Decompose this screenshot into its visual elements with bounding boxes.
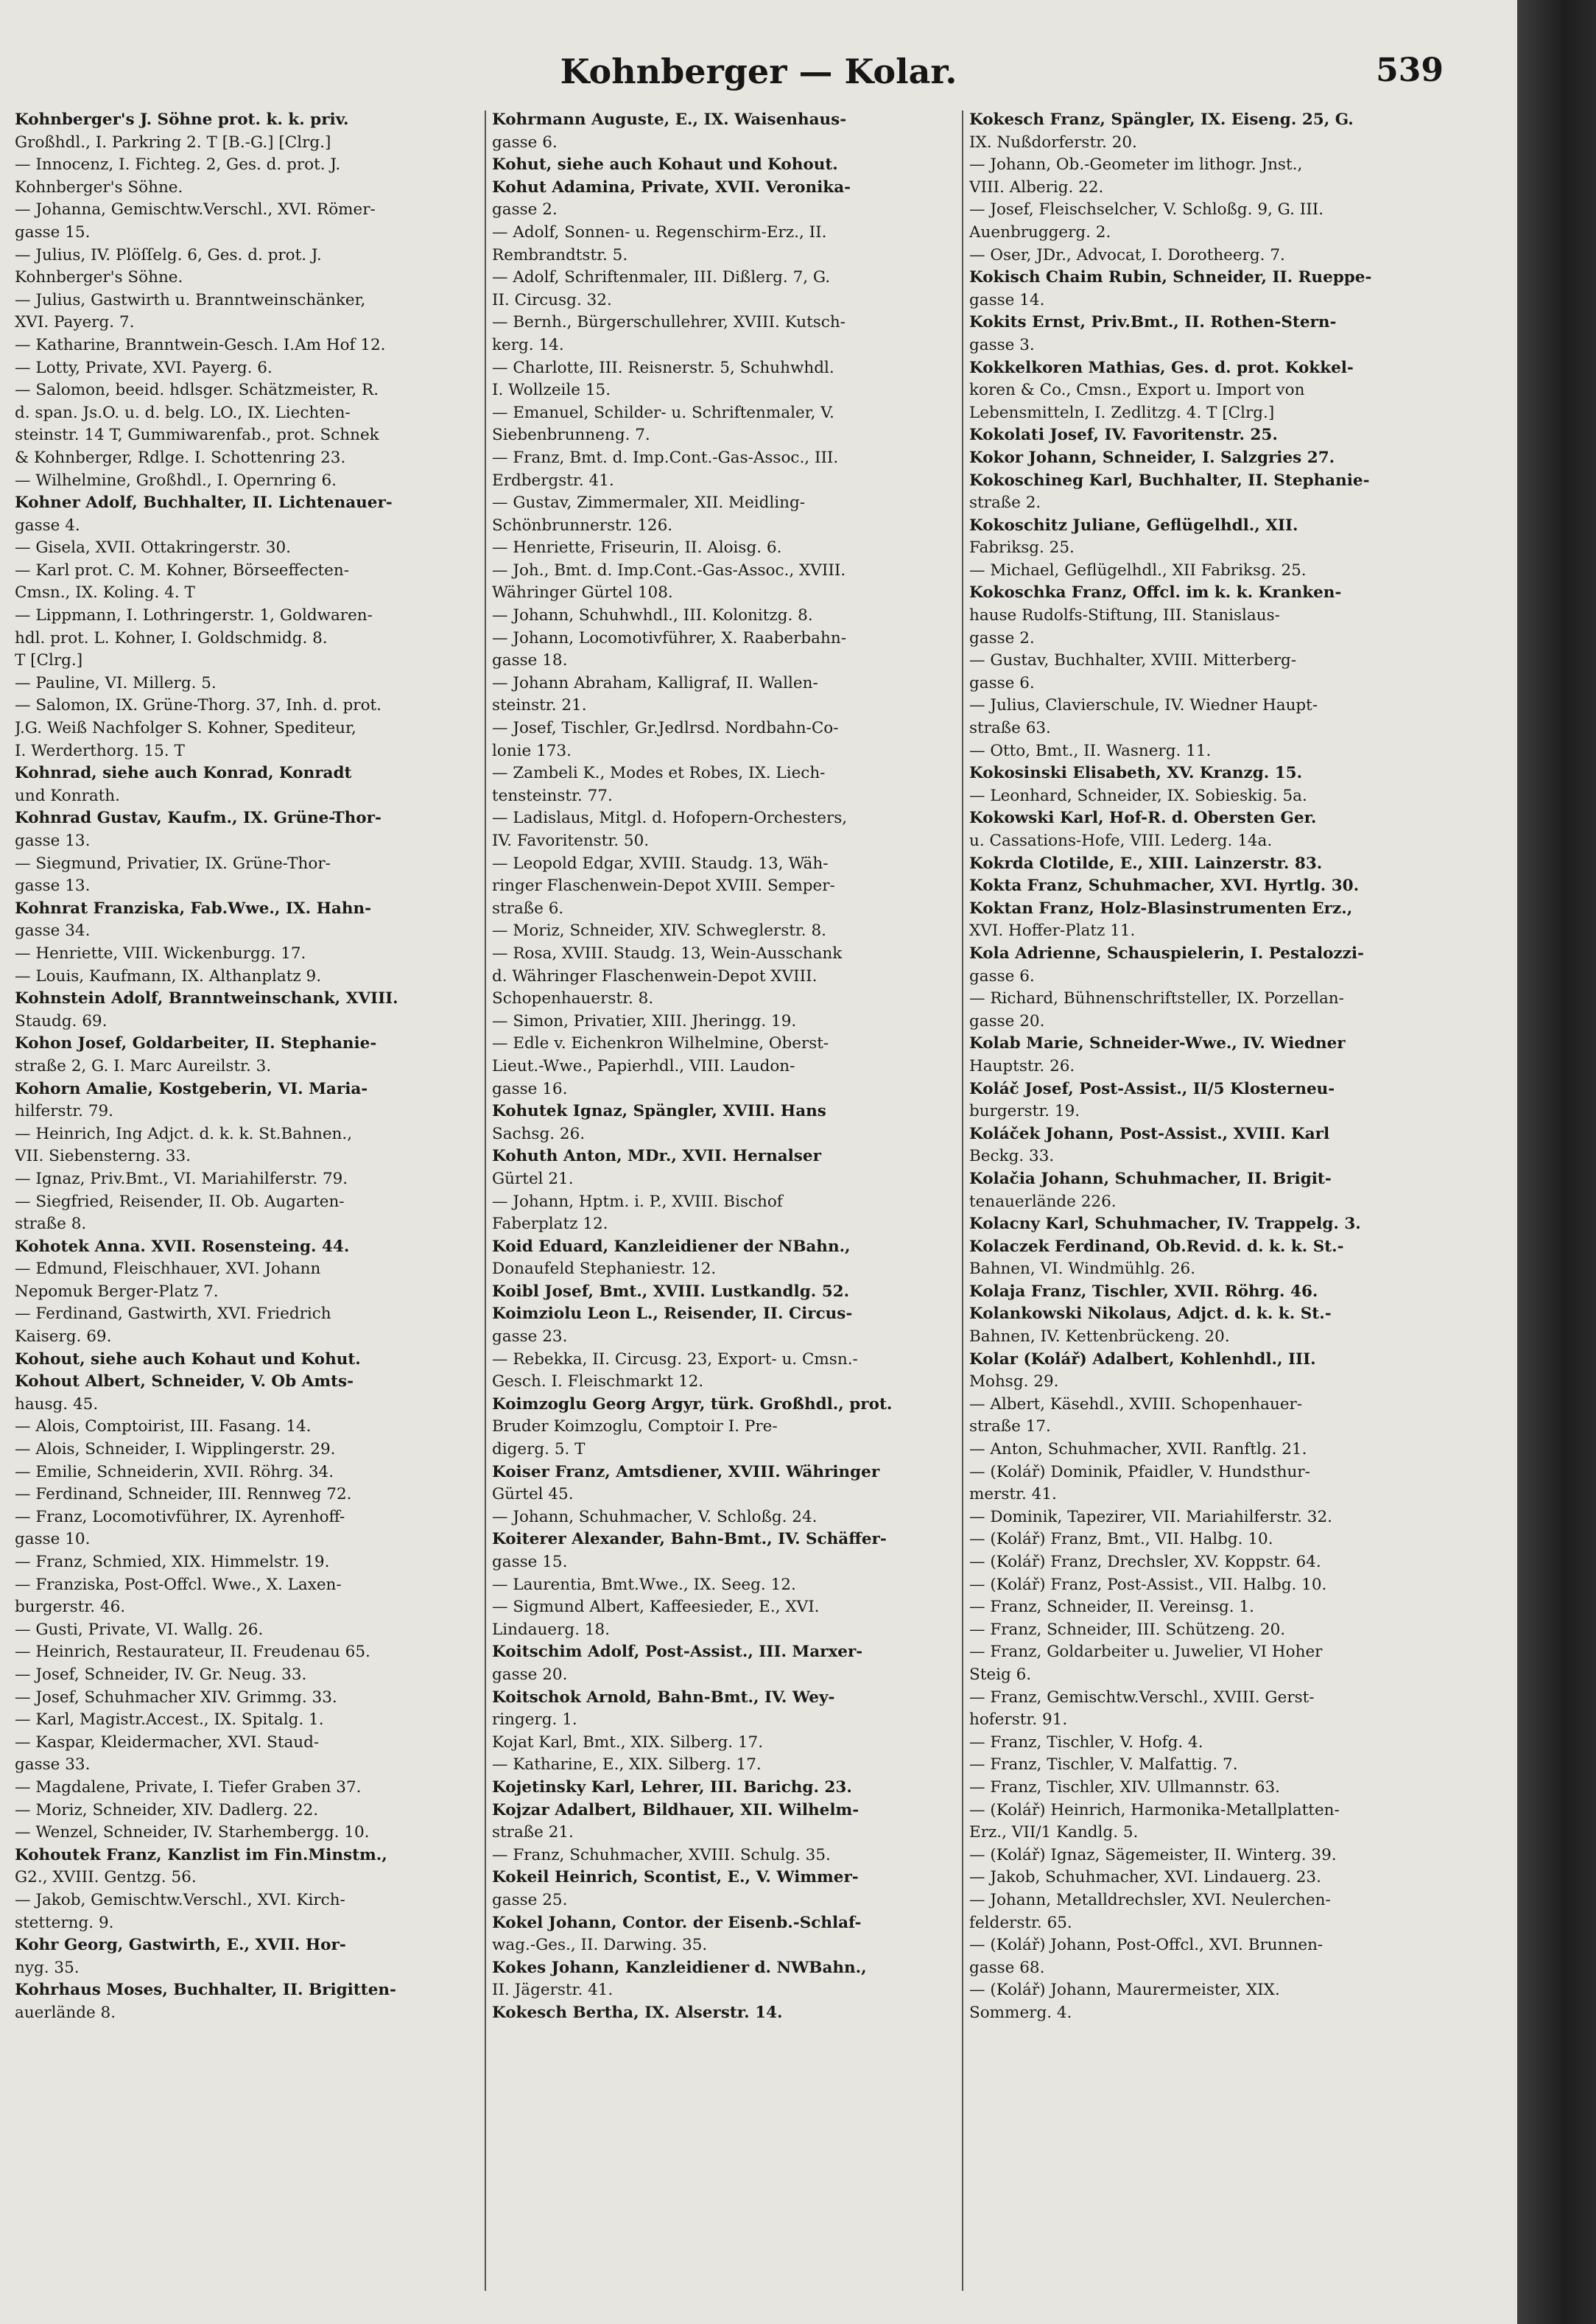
directory-entry-line: Kohout, siehe auch Kohaut und Kohut.	[15, 1349, 361, 1369]
directory-entry-line: — Siegmund, Privatier, IX. Grüne-Thor-	[15, 854, 331, 873]
directory-entry-line: Kokes Johann, Kanzleidiener d. NWBahn.,	[492, 1958, 867, 1977]
directory-entry-line: Koid Eduard, Kanzleidiener der NBahn.,	[492, 1237, 851, 1256]
directory-entry-line: Kohnstein Adolf, Branntweinschank, XVIII.	[15, 989, 398, 1008]
directory-entry-line: Gürtel 45.	[492, 1485, 574, 1504]
directory-entry-line: Fabriksg. 25.	[969, 538, 1075, 558]
directory-entry-line: Kokolati Josef, IV. Favoritenstr. 25.	[969, 426, 1278, 445]
directory-entry-line: — Bernh., Bürgerschullehrer, XVIII. Kutsch-	[492, 313, 846, 332]
directory-entry-line: Bruder Koimzoglu, Comptoir I. Pre-	[492, 1417, 778, 1436]
directory-entry-line: — Katharine, Branntwein-Gesch. I.Am Hof 12.	[15, 335, 386, 354]
directory-entry-line: Cmsn., IX. Koling. 4. T	[15, 583, 195, 603]
directory-entry-line: Kolaczek Ferdinand, Ob.Revid. d. k. k. St.-	[969, 1237, 1344, 1256]
directory-entry-line: Kolab Marie, Schneider-Wwe., IV. Wiedner	[969, 1034, 1346, 1053]
directory-entry-line: — Innocenz, I. Fichteg. 2, Ges. d. prot. J.	[15, 155, 341, 175]
column-middle	[492, 109, 953, 2304]
directory-entry-line: gasse 6.	[492, 133, 558, 152]
directory-entry-line: Koibl Josef, Bmt., XVIII. Lustkandlg. 52.	[492, 1282, 850, 1301]
directory-entry-line: und Konrath.	[15, 786, 120, 805]
directory-entry-line: Kola Adrienne, Schauspielerin, I. Pestalozzi-	[969, 944, 1364, 963]
directory-entry-line: gasse 13.	[15, 877, 91, 896]
directory-entry-line: straße 6.	[492, 899, 564, 918]
directory-entry-line: — Franz, Bmt. d. Imp.Cont.-Gas-Assoc., III.	[492, 448, 839, 467]
directory-entry-line: Gesch. I. Fleischmarkt 12.	[492, 1372, 704, 1391]
directory-entry-line: nyg. 35.	[15, 1958, 80, 1977]
directory-entry-line: — Richard, Bühnenschriftsteller, IX. Porzellan-	[969, 989, 1344, 1008]
directory-entry-line: II. Circusg. 32.	[492, 290, 612, 309]
directory-entry-line: digerg. 5. T	[492, 1440, 586, 1459]
directory-entry-line: — (Kolář) Johann, Post-Offcl., XVI. Brunnen-	[969, 1936, 1323, 1955]
directory-entry-line: burgerstr. 46.	[15, 1598, 126, 1617]
directory-entry-line: — Ignaz, Priv.Bmt., VI. Mariahilferstr. 79.	[15, 1169, 348, 1188]
directory-entry-line: Kohnberger's Söhne.	[15, 178, 183, 197]
directory-entry-line: Kohnrat Franziska, Fab.Wwe., IX. Hahn-	[15, 899, 372, 918]
directory-entry-line: — Leopold Edgar, XVIII. Staudg. 13, Wäh-	[492, 854, 829, 873]
directory-entry-line: Kolar (Kolář) Adalbert, Kohlenhdl., III.	[969, 1349, 1316, 1369]
directory-entry-line: — Franziska, Post-Offcl. Wwe., X. Laxen-	[15, 1575, 342, 1594]
directory-entry-line: gasse 20.	[969, 1011, 1045, 1031]
directory-entry-line: gasse 25.	[492, 1890, 568, 1909]
directory-entry-line: VIII. Alberig. 22.	[969, 178, 1104, 197]
directory-entry-line: — Heinrich, Restaurateur, II. Freudenau 65.	[15, 1643, 370, 1662]
directory-entry-line: lonie 173.	[492, 741, 572, 760]
directory-entry-line: d. span. Js.O. u. d. belg. LO., IX. Liechten-	[15, 403, 351, 422]
directory-entry-line: — Zambeli K., Modes et Robes, IX. Liech-	[492, 764, 826, 783]
directory-entry-line: Kohuth Anton, MDr., XVII. Hernalser	[492, 1147, 821, 1166]
directory-entry-line: — Josef, Tischler, Gr.Jedlrsd. Nordbahn-Co-	[492, 719, 839, 738]
directory-entry-line: Kohrmann Auguste, E., IX. Waisenhaus-	[492, 110, 847, 129]
directory-entry-line: VII. Siebensterng. 33.	[15, 1147, 191, 1166]
directory-entry-line: Kokosinski Elisabeth, XV. Kranzg. 15.	[969, 764, 1303, 783]
directory-entry-line: — Laurentia, Bmt.Wwe., IX. Seeg. 12.	[492, 1575, 796, 1594]
directory-entry-line: Kohout Albert, Schneider, V. Ob Amts-	[15, 1372, 354, 1391]
directory-entry-line: gasse 16.	[492, 1079, 568, 1098]
directory-entry-line: Koktan Franz, Holz-Blasinstrumenten Erz.,	[969, 899, 1353, 918]
directory-entry-line: gasse 4.	[15, 516, 80, 535]
directory-entry-line: Koimzoglu Georg Argyr, türk. Großhdl., prot.	[492, 1394, 893, 1414]
directory-entry-line: gasse 15.	[492, 1553, 568, 1571]
directory-entry-line: Kolacny Karl, Schuhmacher, IV. Trappelg. 3.	[969, 1215, 1361, 1234]
directory-entry-line: — Salomon, beeid. hdlsger. Schätzmeister, R.	[15, 381, 379, 400]
directory-entry-line: gasse 14.	[969, 290, 1045, 309]
directory-entry-line: — (Kolář) Franz, Post-Assist., VII. Halbg. 10.	[969, 1575, 1327, 1594]
directory-entry-line: Beckg. 33.	[969, 1147, 1055, 1166]
directory-entry-line: Bahnen, IV. Kettenbrückeng. 20.	[969, 1327, 1230, 1347]
directory-entry-line: — Lotty, Private, XVI. Payerg. 6.	[15, 358, 273, 377]
directory-entry-line: — Franz, Tischler, V. Hofg. 4.	[969, 1733, 1203, 1752]
directory-entry-line: steinstr. 21.	[492, 696, 587, 715]
directory-entry-line: straße 2, G. I. Marc Aureilstr. 3.	[15, 1056, 272, 1075]
directory-entry-line: IX. Nußdorferstr. 20.	[969, 133, 1137, 152]
directory-entry-line: — Edle v. Eichenkron Wilhelmine, Oberst-	[492, 1034, 829, 1053]
directory-entry-line: — Kaspar, Kleidermacher, XVI. Staud-	[15, 1733, 320, 1752]
directory-entry-line: — Gustav, Buchhalter, XVIII. Mitterberg-	[969, 651, 1297, 670]
directory-entry-line: Kaiserg. 69.	[15, 1327, 112, 1347]
directory-entry-line: XVI. Payerg. 7.	[15, 313, 135, 332]
directory-entry-line: — Charlotte, III. Reisnerstr. 5, Schuhwhdl.	[492, 358, 834, 377]
directory-entry-line: Kokrda Clotilde, E., XIII. Lainzerstr. 83.	[969, 854, 1323, 873]
directory-entry-line: — Otto, Bmt., II. Wasnerg. 11.	[969, 741, 1212, 760]
directory-entry-line: Kokor Johann, Schneider, I. Salzgries 27.	[969, 448, 1335, 467]
directory-entry-line: — Franz, Locomotivführer, IX. Ayrenhoff-	[15, 1507, 345, 1526]
directory-entry-line: Kohut Adamina, Private, XVII. Veronika-	[492, 178, 851, 197]
directory-entry-line: Großhdl., I. Parkring 2. T [B.-G.] [Clrg.]	[15, 133, 331, 152]
directory-entry-line: — Franz, Schneider, III. Schützeng. 20.	[969, 1620, 1286, 1639]
directory-entry-line: Mohsg. 29.	[969, 1372, 1059, 1391]
directory-entry-line: hoferstr. 91.	[969, 1710, 1068, 1730]
directory-entry-line: — (Kolář) Dominik, Pfaidler, V. Hundsthur-	[969, 1462, 1310, 1481]
directory-entry-line: — Rosa, XVIII. Staudg. 13, Wein-Ausschank	[492, 944, 843, 963]
directory-entry-line: — (Kolář) Heinrich, Harmonika-Metallplatten-	[969, 1800, 1340, 1819]
directory-entry-line: gasse 15.	[15, 222, 91, 242]
directory-entry-line: — Karl prot. C. M. Kohner, Börseeffecten-	[15, 561, 349, 580]
directory-entry-line: — Karl, Magistr.Accest., IX. Spitalg. 1.	[15, 1710, 324, 1730]
directory-entry-line: Kohnberger's Söhne.	[15, 268, 183, 287]
directory-entry-line: — (Kolář) Ignaz, Sägemeister, II. Winterg. 39.	[969, 1845, 1337, 1864]
directory-entry-line: gasse 2.	[492, 200, 558, 220]
directory-entry-line: gasse 34.	[15, 921, 91, 941]
directory-entry-line: — Adolf, Schriftenmaler, III. Dißlerg. 7, G.	[492, 268, 831, 287]
directory-entry-line: Kohotek Anna. XVII. Rosensteing. 44.	[15, 1237, 350, 1256]
directory-entry-line: Kohr Georg, Gastwirth, E., XVII. Hor-	[15, 1936, 346, 1955]
directory-entry-line: hause Rudolfs-Stiftung, III. Stanislaus-	[969, 606, 1280, 625]
directory-entry-line: d. Währinger Flaschenwein-Depot XVIII.	[492, 966, 818, 986]
directory-entry-line: Nepomuk Berger-Platz 7.	[15, 1282, 219, 1301]
directory-entry-line: gasse 23.	[492, 1327, 568, 1347]
directory-entry-line: Kokel Johann, Contor. der Eisenb.-Schlaf-	[492, 1913, 862, 1932]
directory-entry-line: Erdbergstr. 41.	[492, 471, 614, 490]
directory-entry-line: Kohnberger's J. Söhne prot. k. k. priv.	[15, 110, 349, 129]
directory-entry-line: Koitschok Arnold, Bahn-Bmt., IV. Wey-	[492, 1688, 835, 1707]
directory-entry-line: — Ferdinand, Gastwirth, XVI. Friedrich	[15, 1305, 331, 1324]
directory-entry-line: — Henriette, Friseurin, II. Aloisg. 6.	[492, 538, 782, 558]
directory-entry-line: — Jakob, Gemischtw.Verschl., XVI. Kirch-	[15, 1890, 345, 1909]
directory-entry-line: — Julius, Clavierschule, IV. Wiedner Haupt-	[969, 696, 1318, 715]
directory-entry-line: Kolankowski Nikolaus, Adjct. d. k. k. St.-	[969, 1305, 1332, 1324]
directory-entry-line: — Jakob, Schuhmacher, XVI. Lindauerg. 23.	[969, 1868, 1321, 1887]
directory-entry-line: — Anton, Schuhmacher, XVII. Ranftlg. 21.	[969, 1440, 1307, 1459]
directory-entry-line: Koláček Johann, Post-Assist., XVIII. Karl	[969, 1124, 1330, 1143]
directory-entry-line: Koimziolu Leon L., Reisender, II. Circus-	[492, 1305, 853, 1324]
directory-entry-line: Kohorn Amalie, Kostgeberin, VI. Maria-	[15, 1079, 368, 1098]
directory-entry-line: — Lippmann, I. Lothringerstr. 1, Goldwaren-	[15, 606, 373, 625]
directory-entry-line: — Johann Abraham, Kalligraf, II. Wallen-	[492, 673, 818, 692]
directory-entry-line: Siebenbrunneng. 7.	[492, 426, 650, 445]
directory-entry-line: hausg. 45.	[15, 1394, 99, 1414]
directory-entry-line: — Henriette, VIII. Wickenburgg. 17.	[15, 944, 306, 963]
directory-entry-line: Lebensmitteln, I. Zedlitzg. 4. T [Clrg.]	[969, 403, 1275, 422]
directory-entry-line: — Johann, Schuhwhdl., III. Kolonitzg. 8.	[492, 606, 813, 625]
directory-entry-line: — Gusti, Private, VI. Wallg. 26.	[15, 1620, 264, 1639]
directory-entry-line: — Adolf, Sonnen- u. Regenschirm-Erz., II.	[492, 222, 827, 242]
directory-entry-line: — Moriz, Schneider, XIV. Schweglerstr. 8.	[492, 921, 826, 941]
directory-entry-line: — Joh., Bmt. d. Imp.Cont.-Gas-Assoc., XVIII.	[492, 561, 846, 580]
directory-entry-line: Koláč Josef, Post-Assist., II/5 Klosterneu-	[969, 1079, 1335, 1098]
page-number: 539	[1376, 52, 1444, 89]
directory-entry-line: Kokesch Franz, Spängler, IX. Eiseng. 25, G.	[969, 110, 1354, 129]
column-divider	[485, 110, 486, 2291]
directory-entry-line: merstr. 41.	[969, 1485, 1057, 1504]
directory-entry-line: I. Werderthorg. 15. T	[15, 741, 185, 760]
directory-entry-line: — Albert, Käsehdl., XVIII. Schopenhauer-	[969, 1394, 1303, 1414]
directory-entry-line: wag.-Ges., II. Darwing. 35.	[492, 1936, 708, 1955]
directory-entry-line: — Franz, Tischler, V. Malfattig. 7.	[969, 1755, 1238, 1774]
directory-entry-line: gasse 3.	[969, 335, 1035, 354]
directory-entry-line: — (Kolář) Franz, Drechsler, XV. Koppstr. 64.	[969, 1553, 1321, 1571]
directory-entry-line: Staudg. 69.	[15, 1011, 108, 1031]
directory-entry-line: — Wenzel, Schneider, IV. Starhembergg. 10.	[15, 1823, 370, 1842]
directory-entry-line: — (Kolář) Johann, Maurermeister, XIX.	[969, 1981, 1280, 2000]
directory-entry-line: hdl. prot. L. Kohner, I. Goldschmidg. 8.	[15, 628, 328, 647]
directory-entry-line: — Josef, Fleischselcher, V. Schloßg. 9, G. III.	[969, 200, 1324, 220]
directory-entry-line: — Edmund, Fleischhauer, XVI. Johann	[15, 1260, 321, 1279]
directory-entry-line: Auenbruggerg. 2.	[969, 222, 1111, 242]
directory-entry-line: — Josef, Schneider, IV. Gr. Neug. 33.	[15, 1665, 307, 1684]
directory-entry-line: hilferstr. 79.	[15, 1102, 114, 1121]
directory-entry-line: gasse 20.	[492, 1665, 568, 1684]
directory-entry-line: auerlände 8.	[15, 2003, 116, 2022]
directory-entry-line: — Simon, Privatier, XIII. Jheringg. 19.	[492, 1011, 797, 1031]
directory-entry-line: — Moriz, Schneider, XIV. Dadlerg. 22.	[15, 1800, 319, 1819]
column-divider	[962, 110, 963, 2291]
directory-entry-line: gasse 6.	[969, 673, 1035, 692]
directory-entry-line: — Franz, Schuhmacher, XVIII. Schulg. 35.	[492, 1845, 831, 1864]
directory-entry-line: — Emilie, Schneiderin, XVII. Röhrg. 34.	[15, 1462, 334, 1481]
directory-entry-line: Kojzar Adalbert, Bildhauer, XII. Wilhelm-	[492, 1800, 859, 1819]
directory-entry-line: — Leonhard, Schneider, IX. Sobieskig. 5a.	[969, 786, 1307, 805]
directory-entry-line: — Sigmund Albert, Kaffeesieder, E., XVI.	[492, 1598, 820, 1617]
directory-entry-line: Hauptstr. 26.	[969, 1056, 1075, 1075]
directory-entry-line: Kohut, siehe auch Kohaut und Kohout.	[492, 155, 838, 175]
directory-entry-line: — Salomon, IX. Grüne-Thorg. 37, Inh. d. prot.	[15, 696, 382, 715]
directory-entry-line: — Johann, Hptm. i. P., XVIII. Bischof	[492, 1192, 783, 1211]
directory-entry-line: gasse 18.	[492, 651, 568, 670]
directory-entry-line: Kokoschka Franz, Offcl. im k. k. Kranken-	[969, 583, 1342, 603]
directory-entry-line: gasse 6.	[969, 966, 1035, 986]
directory-entry-line: — Johann, Locomotivführer, X. Raaberbahn-	[492, 628, 846, 647]
directory-entry-line: — Pauline, VI. Millerg. 5.	[15, 673, 217, 692]
directory-entry-line: gasse 13.	[15, 832, 91, 850]
directory-entry-line: Gürtel 21.	[492, 1169, 574, 1188]
directory-entry-line: — Franz, Goldarbeiter u. Juwelier, VI Hoher	[969, 1643, 1323, 1662]
directory-entry-line: IV. Favoritenstr. 50.	[492, 832, 650, 850]
directory-entry-line: — Oser, JDr., Advocat, I. Dorotheerg. 7.	[969, 245, 1285, 264]
directory-entry-line: koren & Co., Cmsn., Export u. Import von	[969, 381, 1305, 400]
directory-entry-line: Lieut.-Wwe., Papierhdl., VIII. Laudon-	[492, 1056, 795, 1075]
directory-entry-line: Sommerg. 4.	[969, 2003, 1072, 2022]
directory-entry-line: Kokkelkoren Mathias, Ges. d. prot. Kokkel-	[969, 358, 1354, 377]
directory-entry-line: Koitschim Adolf, Post-Assist., III. Marxer-	[492, 1643, 863, 1662]
directory-entry-line: — Johann, Metalldrechsler, XVI. Neulerchen-	[969, 1890, 1331, 1909]
directory-entry-line: Koiser Franz, Amtsdiener, XVIII. Währinger	[492, 1462, 880, 1481]
page-header	[0, 52, 1517, 103]
directory-entry-line: Rembrandtstr. 5.	[492, 245, 628, 264]
directory-entry-line: Sachsg. 26.	[492, 1124, 586, 1143]
directory-entry-line: ringer Flaschenwein-Depot XVIII. Semper-	[492, 877, 835, 896]
directory-entry-line: — Julius, IV. Plöſſelg. 6, Ges. d. prot. J.	[15, 245, 322, 264]
directory-entry-line: u. Cassations-Hofe, VIII. Lederg. 14a.	[969, 832, 1273, 850]
directory-entry-line: Kokta Franz, Schuhmacher, XVI. Hyrtlg. 30.	[969, 877, 1360, 896]
directory-entry-line: Währinger Gürtel 108.	[492, 583, 673, 603]
directory-entry-line: gasse 10.	[15, 1530, 91, 1549]
directory-entry-line: Kokoschitz Juliane, Geflügelhdl., XII.	[969, 516, 1298, 535]
directory-entry-line: — Magdalene, Private, I. Tiefer Graben 37.	[15, 1777, 362, 1797]
directory-entry-line: straße 17.	[969, 1417, 1051, 1436]
directory-entry-line: Bahnen, VI. Windmühlg. 26.	[969, 1260, 1196, 1279]
directory-entry-line: gasse 68.	[969, 1958, 1045, 1977]
directory-entry-line: — Heinrich, Ing Adjct. d. k. k. St.Bahnen.,	[15, 1124, 353, 1143]
directory-entry-line: II. Jägerstr. 41.	[492, 1981, 614, 2000]
directory-entry-line: — (Kolář) Franz, Bmt., VII. Halbg. 10.	[969, 1530, 1273, 1549]
directory-entry-line: gasse 2.	[969, 628, 1035, 647]
directory-entry-line: — Louis, Kaufmann, IX. Althanplatz 9.	[15, 966, 322, 986]
directory-entry-line: Koiterer Alexander, Bahn-Bmt., IV. Schäffer-	[492, 1530, 887, 1549]
directory-entry-line: — Gustav, Zimmermaler, XII. Meidling-	[492, 494, 806, 513]
directory-entry-line: — Julius, Gastwirth u. Branntweinschänker,	[15, 290, 366, 309]
directory-entry-line: Schopenhauerstr. 8.	[492, 989, 654, 1008]
directory-entry-line: tensteinstr. 77.	[492, 786, 613, 805]
directory-entry-line: — Dominik, Tapezirer, VII. Mariahilferstr. 32.	[969, 1507, 1332, 1526]
directory-entry-line: — Alois, Schneider, I. Wipplingerstr. 29.	[15, 1440, 336, 1459]
column-right	[969, 109, 1430, 2304]
directory-entry-line: Kokoschineg Karl, Buchhalter, II. Stephanie-	[969, 471, 1370, 490]
directory-entry-line: Kohutek Ignaz, Spängler, XVIII. Hans	[492, 1102, 826, 1121]
directory-entry-line: gasse 33.	[15, 1755, 91, 1774]
directory-entry-line: ringerg. 1.	[492, 1710, 577, 1730]
directory-entry-line: — Rebekka, II. Circusg. 23, Export- u. Cmsn.-	[492, 1349, 858, 1369]
directory-entry-line: kerg. 14.	[492, 335, 564, 354]
directory-entry-line: burgerstr. 19.	[969, 1102, 1080, 1121]
directory-entry-line: & Kohnberger, Rdlge. I. Schottenring 23.	[15, 448, 346, 467]
directory-entry-line: Kohoutek Franz, Kanzlist im Fin.Minstm.,	[15, 1845, 387, 1864]
directory-entry-line: Schönbrunnerstr. 126.	[492, 516, 673, 535]
directory-entry-line: Kokisch Chaim Rubin, Schneider, II. Rueppe-	[969, 268, 1372, 287]
directory-entry-line: — Wilhelmine, Großhdl., I. Opernring 6.	[15, 471, 337, 490]
directory-entry-line: I. Wollzeile 15.	[492, 381, 611, 400]
directory-entry-line: Erz., VII/1 Kandlg. 5.	[969, 1823, 1139, 1842]
directory-entry-line: — Johann, Schuhmacher, V. Schloßg. 24.	[492, 1507, 818, 1526]
directory-entry-line: Kolaja Franz, Tischler, XVII. Röhrg. 46.	[969, 1282, 1318, 1301]
directory-entry-line: — Franz, Schmied, XIX. Himmelstr. 19.	[15, 1553, 330, 1571]
directory-entry-line: — Michael, Geflügelhdl., XII Fabriksg. 25.	[969, 561, 1307, 580]
directory-entry-line: J.G. Weiß Nachfolger S. Kohner, Spediteur,	[15, 719, 356, 738]
directory-entry-line: — Ferdinand, Schneider, III. Rennweg 72.	[15, 1485, 352, 1504]
directory-entry-line: — Johann, Ob.-Geometer im lithogr. Jnst.,	[969, 155, 1303, 175]
directory-entry-line: — Franz, Tischler, XIV. Ullmannstr. 63.	[969, 1777, 1280, 1797]
binding-gutter	[1517, 0, 1596, 2324]
directory-entry-line: Kohrhaus Moses, Buchhalter, II. Brigitten-	[15, 1981, 396, 2000]
directory-entry-line: Kohner Adolf, Buchhalter, II. Lichtenauer-	[15, 494, 393, 513]
directory-entry-line: Kokowski Karl, Hof-R. d. Obersten Ger.	[969, 809, 1317, 828]
directory-entry-line: — Siegfried, Reisender, II. Ob. Augarten-	[15, 1192, 345, 1211]
directory-entry-line: — Gisela, XVII. Ottakringerstr. 30.	[15, 538, 291, 558]
directory-entry-line: — Alois, Comptoirist, III. Fasang. 14.	[15, 1417, 312, 1436]
directory-entry-line: G2., XVIII. Gentzg. 56.	[15, 1868, 197, 1887]
directory-entry-line: — Katharine, E., XIX. Silberg. 17.	[492, 1755, 762, 1774]
directory-entry-line: — Emanuel, Schilder- u. Schriftenmaler, V.	[492, 403, 834, 422]
directory-entry-line: Kokeil Heinrich, Scontist, E., V. Wimmer-	[492, 1868, 859, 1887]
directory-entry-line: tenauerlände 226.	[969, 1192, 1117, 1211]
directory-entry-line: T [Clrg.]	[15, 651, 83, 670]
directory-entry-line: Kohnrad Gustav, Kaufm., IX. Grüne-Thor-	[15, 809, 382, 828]
directory-entry-line: straße 21.	[492, 1823, 574, 1842]
directory-entry-line: — Josef, Schuhmacher XIV. Grimmg. 33.	[15, 1688, 337, 1707]
directory-entry-line: Kokits Ernst, Priv.Bmt., II. Rothen-Stern-	[969, 313, 1337, 332]
directory-entry-line: straße 2.	[969, 494, 1041, 513]
directory-entry-line: straße 8.	[15, 1215, 87, 1234]
directory-entry-line: Kojetinsky Karl, Lehrer, III. Barichg. 23.	[492, 1777, 852, 1797]
directory-entry-line: steinstr. 14 T, Gummiwarenfab., prot. Schnek	[15, 426, 379, 445]
directory-entry-line: Kojat Karl, Bmt., XIX. Silberg. 17.	[492, 1733, 764, 1752]
directory-entry-line: Lindauerg. 18.	[492, 1620, 611, 1639]
directory-entry-line: Donaufeld Stephaniestr. 12.	[492, 1260, 717, 1279]
directory-entry-line: Kolačia Johann, Schuhmacher, II. Brigit-	[969, 1169, 1332, 1188]
directory-entry-line: stetterng. 9.	[15, 1913, 114, 1932]
directory-entry-line: Steig 6.	[969, 1665, 1032, 1684]
directory-entry-line: — Franz, Schneider, II. Vereinsg. 1.	[969, 1598, 1254, 1617]
directory-entry-line: Kokesch Bertha, IX. Alserstr. 14.	[492, 2003, 783, 2022]
directory-entry-line: XVI. Hoffer-Platz 11.	[969, 921, 1136, 941]
directory-entry-line: Kohon Josef, Goldarbeiter, II. Stephanie-	[15, 1034, 377, 1053]
directory-entry-line: — Franz, Gemischtw.Verschl., XVIII. Gerst-	[969, 1688, 1315, 1707]
directory-entry-line: — Ladislaus, Mitgl. d. Hofopern-Orchesters,	[492, 809, 848, 828]
page-title: Kohnberger — Kolar.	[560, 52, 957, 91]
directory-entry-line: straße 63.	[969, 719, 1051, 738]
directory-entry-line: Kohnrad, siehe auch Konrad, Konradt	[15, 764, 352, 783]
column-left	[15, 109, 476, 2304]
directory-entry-line: — Johanna, Gemischtw.Verschl., XVI. Römer-	[15, 200, 376, 220]
directory-entry-line: Faberplatz 12.	[492, 1215, 608, 1234]
directory-entry-line: felderstr. 65.	[969, 1913, 1072, 1932]
